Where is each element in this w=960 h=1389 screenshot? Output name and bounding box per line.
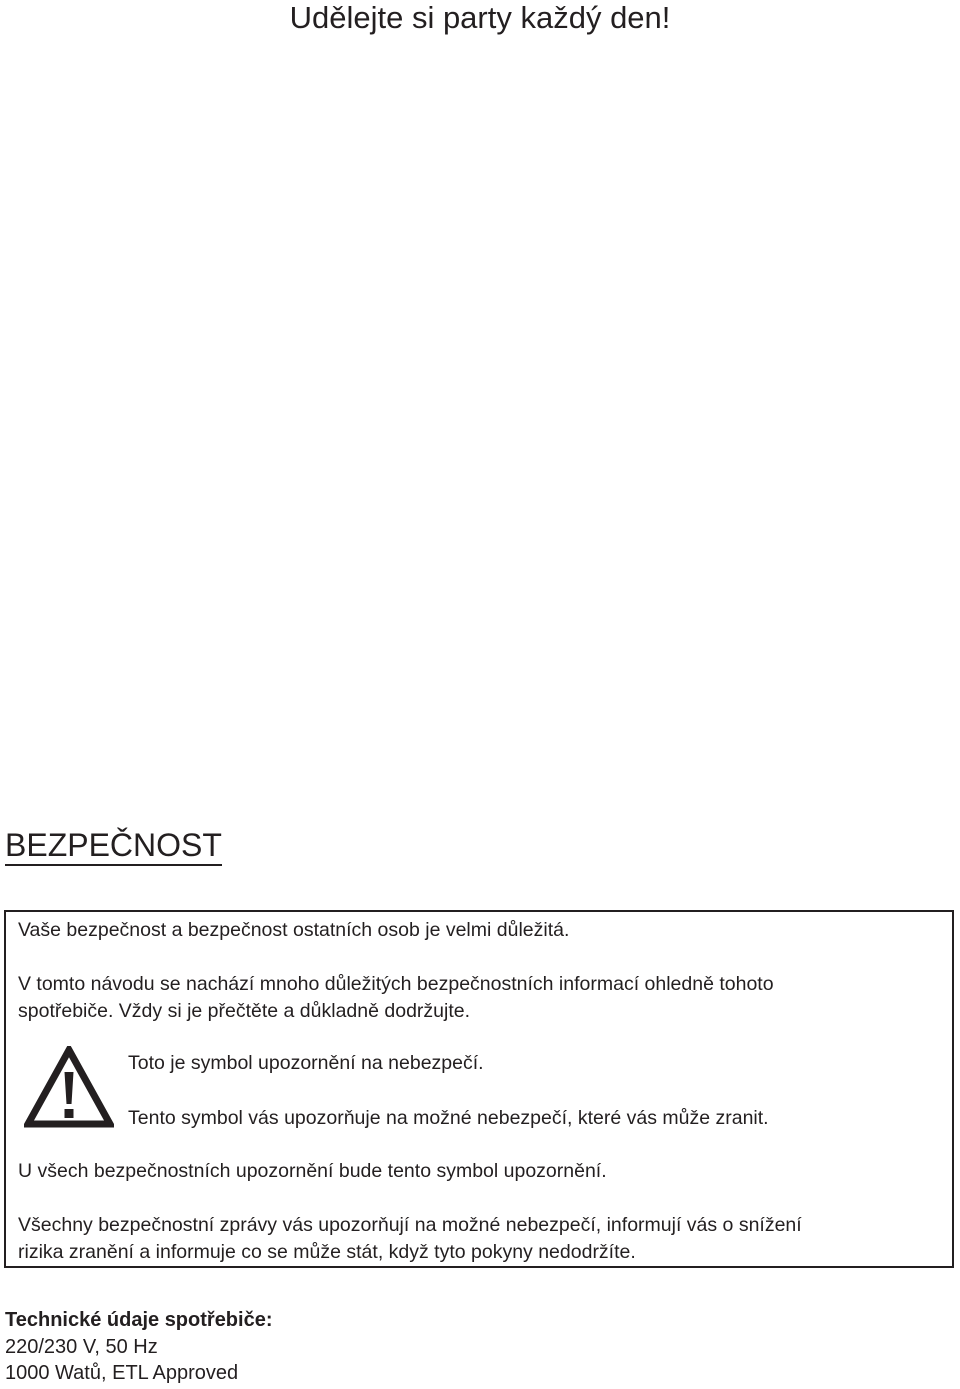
technical-voltage: 220/230 V, 50 Hz [5, 1336, 158, 1358]
symbol-meaning: Tento symbol vás upozorňuje na možné nebezpečí, které vás může zranit. [128, 1107, 769, 1129]
technical-heading: Technické údaje spotřebiče: [5, 1309, 273, 1331]
all-warnings-note: U všech bezpečnostních upozornění bude tento symbol upozornění. [18, 1160, 607, 1182]
safety-messages-line-1: Všechny bezpečnostní zprávy vás upozorňují na možné nebezpečí, informují vás o snížení [18, 1214, 802, 1236]
safety-heading: BEZPEČNOST [5, 826, 222, 866]
manual-info-line-2: spotřebiče. Vždy si je přečtěte a důkladně dodržujte. [18, 1000, 471, 1022]
manual-info-line-1: V tomto návodu se nachází mnoho důležitých bezpečnostních informací ohledně tohoto [18, 973, 774, 995]
safety-box [4, 910, 954, 1268]
technical-power: 1000 Watů, ETL Approved [5, 1362, 239, 1384]
warning-triangle-icon [24, 1046, 114, 1128]
symbol-label: Toto je symbol upozornění na nebezpečí. [128, 1052, 484, 1074]
page-title: Udělejte si party každý den! [289, 0, 671, 35]
safety-messages-line-2: rizika zranění a informuje co se může stát, když tyto pokyny nedodržíte. [18, 1241, 636, 1263]
safety-intro: Vaše bezpečnost a bezpečnost ostatních osob je velmi důležitá. [18, 919, 570, 941]
